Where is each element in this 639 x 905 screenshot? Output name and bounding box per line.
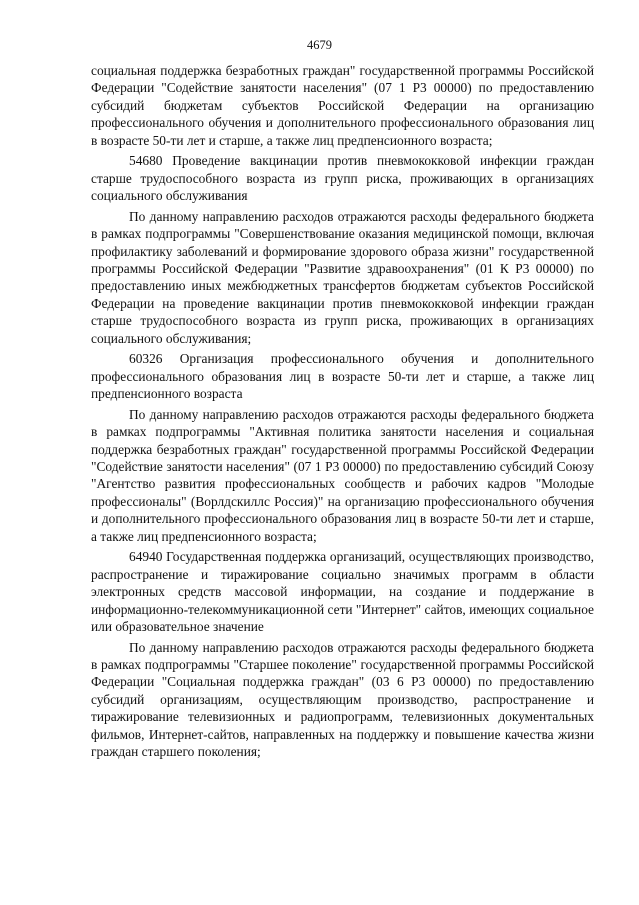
paragraph-2-heading-54680: 54680 Проведение вакцинации против пневмококковой инфекции граждан старше трудоспособного возраста из групп риска, проживающих в организациях социального обслуживания	[91, 153, 594, 204]
paragraph-3: По данному направлению расходов отражаются расходы федерального бюджета в рамках подпрограммы "Совершенствование оказания медицинской помощи, включая профилактику заболеваний и формирование здорового образа жизни" государственной программы Российской Федерации "Развитие здравоохранения" (01 К Р3 00000) по предоставлению иных межбюджетных трансфертов бюджетам субъектов Российской Федерации на проведение вакцинации против пневмококковой инфекции граждан старше трудоспособного возраста из групп риска, проживающих в организациях социального обслуживания;	[91, 208, 594, 346]
document-body	[91, 62, 594, 761]
paragraph-5: По данному направлению расходов отражаются расходы федерального бюджета в рамках подпрограммы "Активная политика занятости населения и социальная поддержка безработных граждан" государственной программы Российской Федерации "Содействие занятости населения" (07 1 Р3 00000) по предоставлению субсидий Союзу "Агентство развития профессиональных сообществ и рабочих кадров "Молодые профессионалы" (Ворлдскиллс Россия)" на организацию профессионального обучения и дополнительного профессионального образования лиц в возрасте 50-ти лет и старше, а также лиц предпенсионного возраста;	[91, 406, 594, 544]
page-number: 4679	[307, 38, 332, 52]
paragraph-6-heading-64940: 64940 Государственная поддержка организаций, осуществляющих производство, распространение и тиражирование социально значимых программ в области электронных средств массовой информации, на создание и поддержание в информационно-телекоммуникационной сети "Интернет" сайтов, имеющих социальное или образовательное значение	[91, 549, 594, 635]
paragraph-4-heading-60326: 60326 Организация профессионального обучения и дополнительного профессионального образования лиц в возрасте 50-ти лет и старше, а также лиц предпенсионного возраста	[91, 351, 594, 402]
paragraph-7: По данному направлению расходов отражаются расходы федерального бюджета в рамках подпрограммы "Старшее поколение" государственной программы Российской Федерации "Социальная поддержка граждан" (03 6 Р3 00000) по предоставлению субсидий организациям, осуществляющим производство, распространение и тиражирование телевизионных и радиопрограмм, телевизионных документальных фильмов, Интернет-сайтов, направленных на поддержку и повышение качества жизни граждан старшего поколения;	[91, 639, 594, 760]
paragraph-1: социальная поддержка безработных граждан" государственной программы Российской Федерации "Содействие занятости населения" (07 1 Р3 00000) по предоставлению субсидий бюджетам субъектов Российской Федерации на организацию профессионального обучения и дополнительного профессионального образования лиц в возрасте 50-ти лет и старше, а также лиц предпенсионного возраста;	[91, 63, 594, 148]
